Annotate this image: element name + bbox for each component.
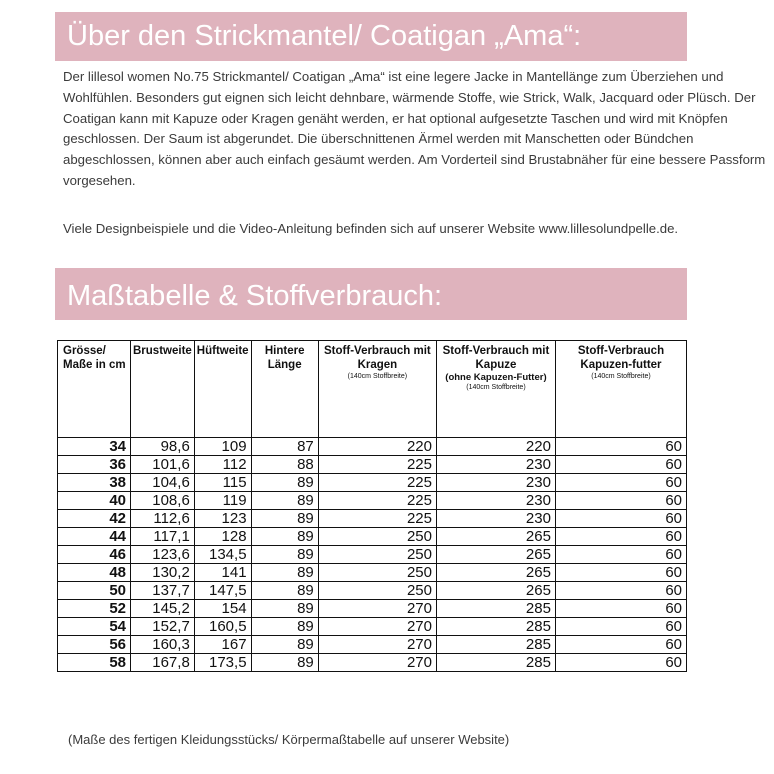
cell-brustweite: 160,3 [131, 636, 195, 654]
cell-hueftweite: 134,5 [194, 546, 251, 564]
table-row [58, 492, 687, 510]
cell-stoff-futter: 60 [555, 438, 686, 456]
cell-stoff-kapuze: 285 [436, 618, 555, 636]
cell-brustweite: 130,2 [131, 564, 195, 582]
header-stoff-kapuze-mid: (ohne Kapuzen-Futter) [445, 372, 547, 383]
cell-stoff-kapuze: 285 [436, 636, 555, 654]
cell-stoff-futter: 60 [555, 564, 686, 582]
footnote: (Maße des fertigen Kleidungsstücks/ Körpermaßtabelle auf unserer Website) [68, 732, 510, 747]
cell-stoff-kragen: 250 [318, 528, 436, 546]
cell-stoff-kragen: 270 [318, 600, 436, 618]
size-table [57, 340, 687, 672]
cell-stoff-futter: 60 [555, 636, 686, 654]
cell-hueftweite: 112 [194, 456, 251, 474]
table-row [58, 600, 687, 618]
cell-stoff-kragen: 270 [318, 654, 436, 672]
cell-stoff-kapuze: 265 [436, 528, 555, 546]
table-row [58, 438, 687, 456]
cell-stoff-futter: 60 [555, 654, 686, 672]
table-row [58, 582, 687, 600]
cell-hintere-laenge: 89 [251, 636, 318, 654]
table-row [58, 546, 687, 564]
cell-stoff-kragen: 250 [318, 546, 436, 564]
cell-stoff-futter: 60 [555, 474, 686, 492]
cell-hintere-laenge: 89 [251, 528, 318, 546]
cell-size: 40 [58, 492, 131, 510]
cell-hintere-laenge: 89 [251, 618, 318, 636]
cell-stoff-futter: 60 [555, 600, 686, 618]
cell-hintere-laenge: 89 [251, 510, 318, 528]
cell-stoff-kapuze: 230 [436, 474, 555, 492]
header-stoff-kragen-label: Stoff-Verbrauch mit Kragen [324, 345, 431, 371]
cell-size: 44 [58, 528, 131, 546]
cell-hintere-laenge: 89 [251, 582, 318, 600]
header-hueftweite: Hüftweite [194, 341, 251, 438]
table-row [58, 654, 687, 672]
cell-stoff-kapuze: 265 [436, 564, 555, 582]
header-brustweite: Brustweite [131, 341, 195, 438]
cell-stoff-kapuze: 230 [436, 510, 555, 528]
cell-hueftweite: 154 [194, 600, 251, 618]
cell-stoff-futter: 60 [555, 528, 686, 546]
header-stoff-kragen [318, 341, 436, 438]
header-stoff-kragen-note: (140cm Stoffbreite) [347, 373, 408, 380]
cell-stoff-futter: 60 [555, 546, 686, 564]
header-hintere-laenge: Hintere Länge [251, 341, 318, 438]
cell-size: 54 [58, 618, 131, 636]
table-row [58, 618, 687, 636]
cell-size: 58 [58, 654, 131, 672]
header-stoff-futter-label: Stoff-Verbrauch Kapuzen-futter [577, 345, 665, 371]
cell-hintere-laenge: 89 [251, 546, 318, 564]
cell-stoff-kragen: 270 [318, 618, 436, 636]
header-size: Grösse/ Maße in cm [58, 341, 131, 438]
cell-stoff-futter: 60 [555, 456, 686, 474]
cell-brustweite: 123,6 [131, 546, 195, 564]
cell-stoff-kragen: 225 [318, 510, 436, 528]
cell-stoff-kragen: 270 [318, 636, 436, 654]
cell-hueftweite: 123 [194, 510, 251, 528]
cell-hintere-laenge: 89 [251, 474, 318, 492]
table-body [58, 438, 687, 672]
cell-hueftweite: 141 [194, 564, 251, 582]
table-row [58, 636, 687, 654]
cell-hueftweite: 115 [194, 474, 251, 492]
cell-stoff-futter: 60 [555, 618, 686, 636]
cell-stoff-futter: 60 [555, 582, 686, 600]
header-stoff-kapuze [436, 341, 555, 438]
cell-stoff-futter: 60 [555, 492, 686, 510]
cell-brustweite: 112,6 [131, 510, 195, 528]
cell-stoff-kapuze: 285 [436, 654, 555, 672]
cell-brustweite: 145,2 [131, 600, 195, 618]
cell-hintere-laenge: 89 [251, 654, 318, 672]
cell-hintere-laenge: 89 [251, 492, 318, 510]
cell-stoff-kapuze: 220 [436, 438, 555, 456]
intro-text: Der lillesol women No.75 Strickmantel/ Coatigan „Ama“ ist eine legere Jacke in Mantellänge zum Überziehen und Wohlfühlen. Besonders gut eignen sich leicht dehnbare, wärmende Stoffe, wie Strick, Walk, Jacquard oder Plüsch. Der Coatigan kann mit Kapuze oder Kragen genäht werden, er hat optional aufgesetzte Taschen und wird mit Knöpfen geschlossen. Der Saum ist abgerundet. Die überschnittenen Ärmel werden mit Manschetten oder Bündchen abgeschlossen, können aber auch einfach gesäumt werden. Am Vorderteil sind Brustabnäher für eine bessere Passform vorgesehen. [63, 69, 766, 188]
cell-stoff-kapuze: 285 [436, 600, 555, 618]
cell-hueftweite: 147,5 [194, 582, 251, 600]
design-text: Viele Designbeispiele und die Video-Anleitung befinden sich auf unserer Website www.lillesolundpelle.de. [63, 221, 679, 236]
header-stoff-futter [555, 341, 686, 438]
cell-hintere-laenge: 89 [251, 600, 318, 618]
cell-stoff-kragen: 225 [318, 492, 436, 510]
heading-about: Über den Strickmantel/ Coatigan „Ama“: [55, 12, 687, 61]
cell-size: 34 [58, 438, 131, 456]
header-stoff-kapuze-note: (140cm Stoffbreite) [466, 384, 526, 391]
cell-hueftweite: 173,5 [194, 654, 251, 672]
cell-stoff-kragen: 220 [318, 438, 436, 456]
cell-hueftweite: 160,5 [194, 618, 251, 636]
cell-size: 46 [58, 546, 131, 564]
heading-table: Maßtabelle & Stoffverbrauch: [55, 268, 687, 320]
table-row [58, 564, 687, 582]
cell-brustweite: 101,6 [131, 456, 195, 474]
cell-stoff-futter: 60 [555, 510, 686, 528]
table-row [58, 456, 687, 474]
cell-stoff-kapuze: 230 [436, 492, 555, 510]
cell-stoff-kragen: 225 [318, 474, 436, 492]
cell-brustweite: 104,6 [131, 474, 195, 492]
cell-brustweite: 98,6 [131, 438, 195, 456]
cell-hintere-laenge: 89 [251, 564, 318, 582]
cell-stoff-kapuze: 230 [436, 456, 555, 474]
cell-stoff-kragen: 250 [318, 564, 436, 582]
cell-hueftweite: 128 [194, 528, 251, 546]
cell-brustweite: 167,8 [131, 654, 195, 672]
cell-size: 48 [58, 564, 131, 582]
cell-size: 56 [58, 636, 131, 654]
cell-size: 38 [58, 474, 131, 492]
cell-brustweite: 152,7 [131, 618, 195, 636]
table-row [58, 510, 687, 528]
cell-stoff-kragen: 225 [318, 456, 436, 474]
cell-hueftweite: 109 [194, 438, 251, 456]
cell-size: 36 [58, 456, 131, 474]
table-header-row [58, 341, 687, 438]
cell-size: 42 [58, 510, 131, 528]
cell-hueftweite: 119 [194, 492, 251, 510]
cell-hintere-laenge: 87 [251, 438, 318, 456]
cell-size: 52 [58, 600, 131, 618]
table-row [58, 528, 687, 546]
cell-brustweite: 108,6 [131, 492, 195, 510]
header-stoff-kapuze-label: Stoff-Verbrauch mit Kapuze [442, 345, 550, 371]
table-row [58, 474, 687, 492]
cell-stoff-kragen: 250 [318, 582, 436, 600]
cell-hueftweite: 167 [194, 636, 251, 654]
cell-brustweite: 117,1 [131, 528, 195, 546]
cell-stoff-kapuze: 265 [436, 546, 555, 564]
cell-brustweite: 137,7 [131, 582, 195, 600]
cell-hintere-laenge: 88 [251, 456, 318, 474]
cell-size: 50 [58, 582, 131, 600]
header-stoff-futter-note: (140cm Stoffbreite) [591, 373, 651, 380]
cell-stoff-kapuze: 265 [436, 582, 555, 600]
